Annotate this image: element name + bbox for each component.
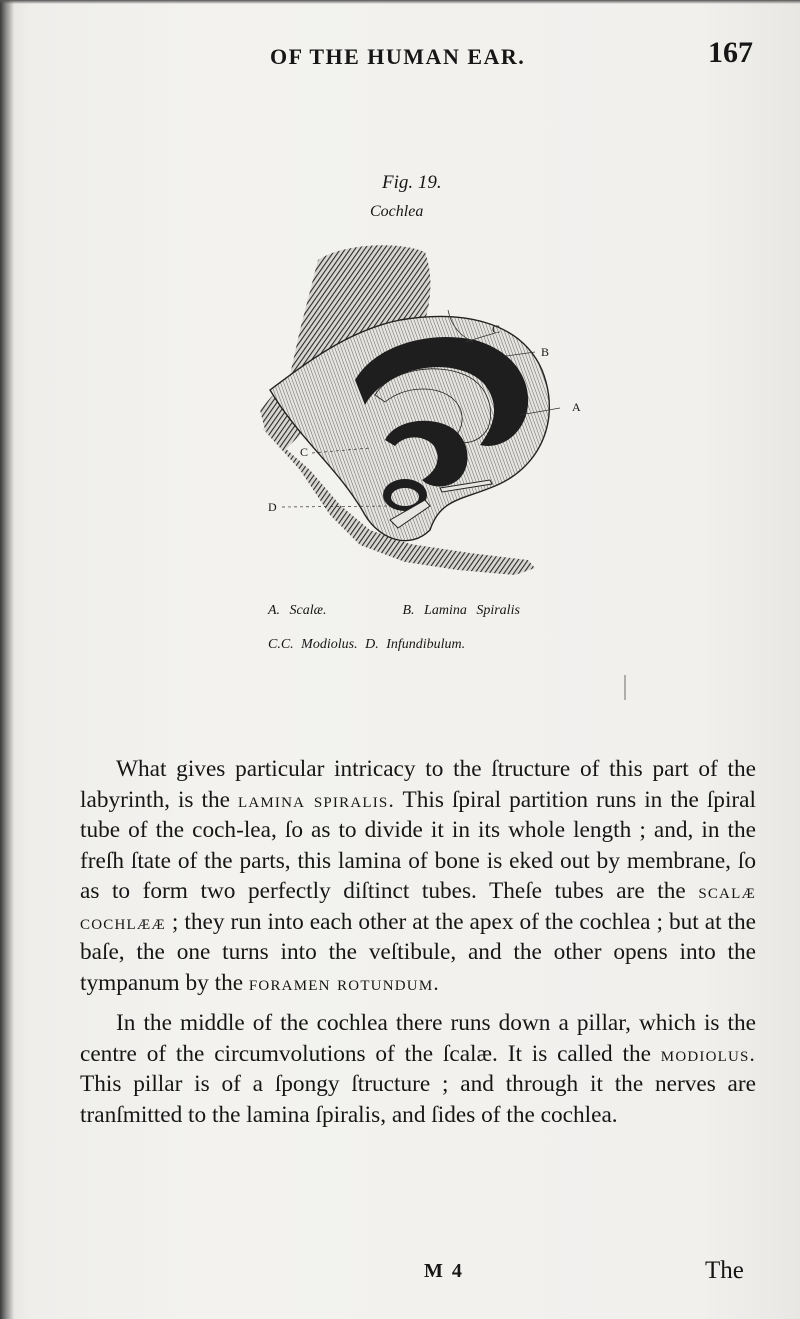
figure-label-c-upper: C [492, 322, 501, 336]
term-modiolus: modiolus. [660, 1041, 756, 1066]
page-number: 167 [708, 36, 753, 69]
figure-subtitle: Cochlea [370, 203, 424, 220]
figure-label-c-lower: C [300, 445, 309, 459]
binding-shadow [0, 0, 14, 1319]
figure-label-b: B [541, 345, 550, 359]
signature-mark: M 4 [424, 1260, 464, 1282]
term-scalae-cochleae: scalæ cochlææ [80, 879, 756, 934]
running-title: OF THE HUMAN EAR. [270, 44, 526, 69]
term-lamina-spiralis: lamina spiralis. [238, 787, 395, 812]
p1-text-1: What gives particular intricacy to the ſtructure of this part of the labyrinth, is the [80, 756, 756, 813]
p1-text-3: ; they run into each other at the apex of the cochlea ; but at the baſe, the one turns into the veſtibule, and the other opens into the tympanum by the [80, 908, 756, 996]
figure-label-a: A [572, 400, 581, 414]
term-foramen-rotundum: foramen rotundum. [248, 970, 440, 995]
p1-text-2: This ſpiral partition runs in the ſpiral tube of the coch-lea, ſo as to divide it in its whole length ; and, in the freſh ſtate of the parts, this lamina of bone is eked out by membrane, ſo as to form two perfectly diſtinct tubes. Theſe tubes are the [80, 786, 756, 904]
p2-text-1: In the middle of the cochlea there runs down a pillar, which is the centre of the circumvolutions of the ſcalæ. It is called the [80, 1010, 756, 1067]
body-text [80, 754, 756, 1130]
catchword: The [705, 1257, 744, 1284]
caption-scalae: A. Scalæ. [268, 603, 327, 618]
page-top-edge [0, 0, 800, 4]
caption-modiolus: C.C. Modiolus. [268, 637, 358, 652]
caption-infundibulum: D. Infundibulum. [365, 637, 466, 652]
paragraph-1 [80, 754, 756, 998]
figure-caption-line-2 [268, 637, 465, 653]
figure-title: Fig. 19. [382, 172, 442, 193]
figure-caption-line-1 [268, 603, 520, 619]
figure-label-d: D [268, 500, 277, 514]
paragraph-2 [80, 1008, 756, 1130]
cochlea-engraving [190, 170, 640, 710]
caption-lamina-spiralis: B. Lamina Spiralis [402, 603, 520, 618]
p2-text-2: This pillar is of a ſpongy ſtructure ; and through it the nerves are tranſmitted to the lamina ſpiralis, and ſides of the cochlea. [80, 1071, 756, 1128]
